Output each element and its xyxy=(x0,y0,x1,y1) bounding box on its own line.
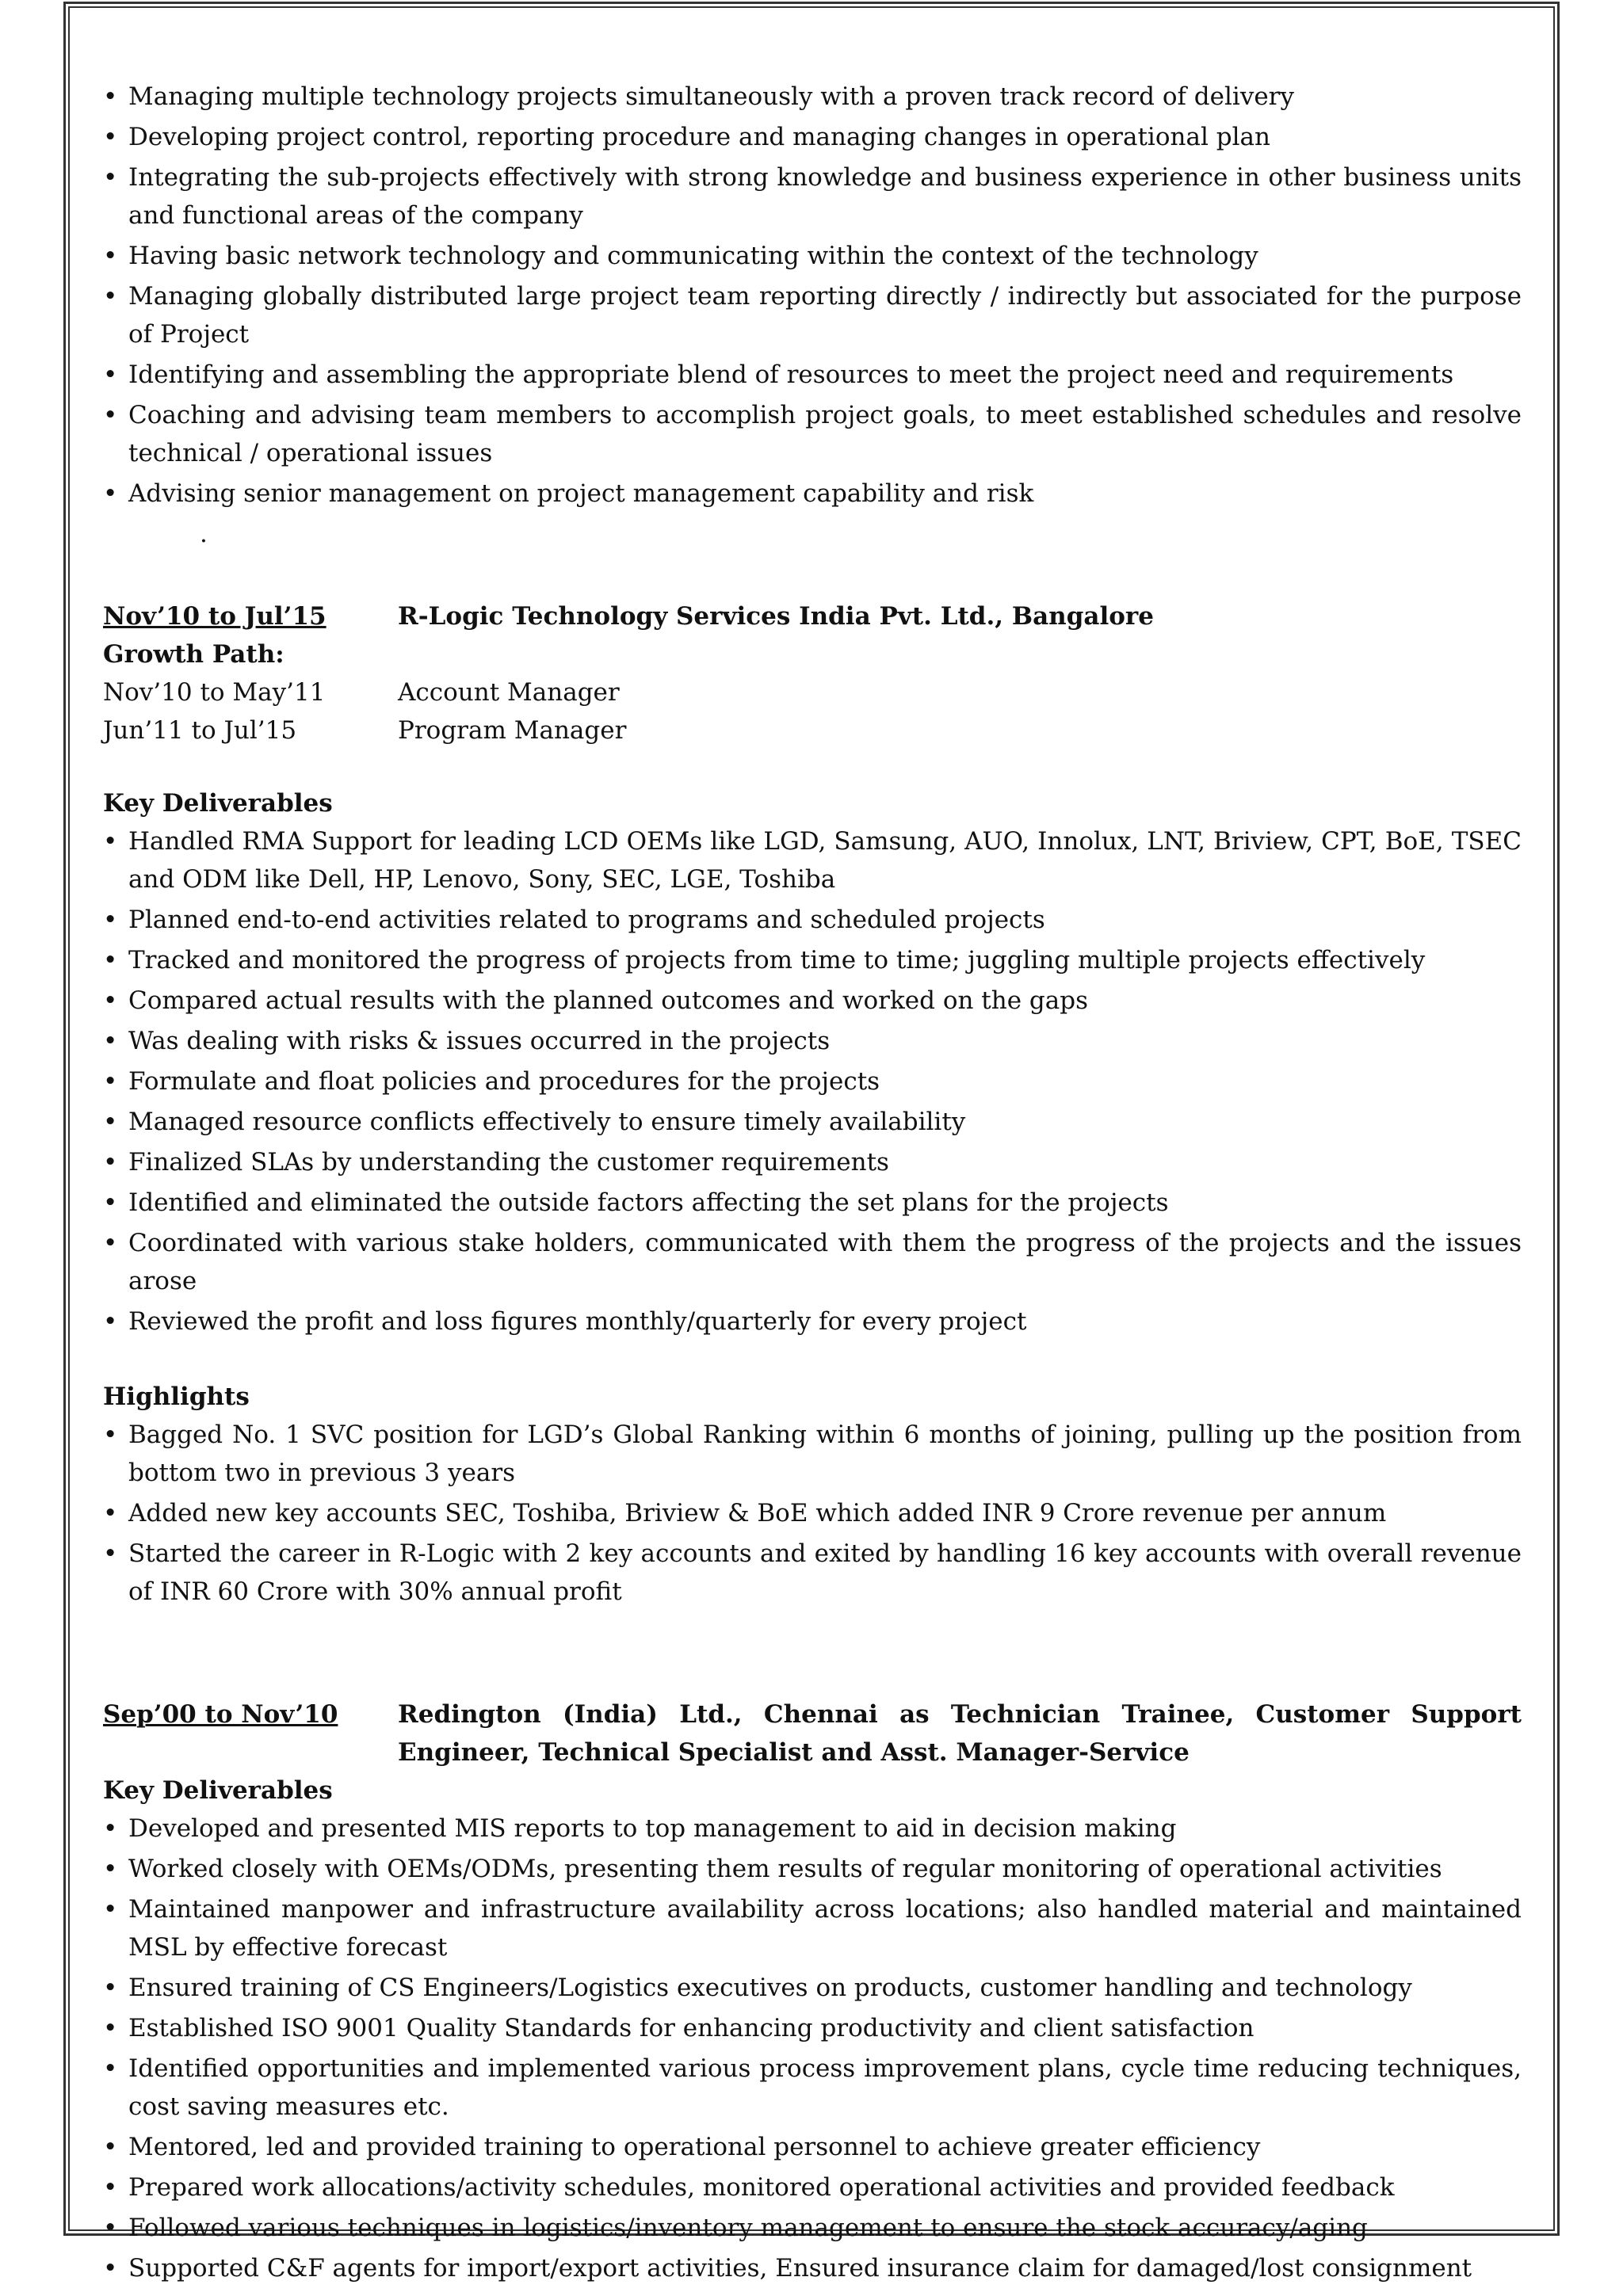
list-item: • Handled RMA Support for leading LCD OEMs like LGD, Samsung, AUO, Innolux, LNT, Briview, CPT, BoE, TSEC and ODM like Dell, HP, Lenovo, Sony, SEC, LGE, Toshiba xyxy=(103,822,1522,898)
job-dates: Sep’00 to Nov’10 xyxy=(103,1700,338,1729)
list-item: • Planned end-to-end activities related to programs and scheduled projects xyxy=(103,901,1522,939)
stray-dot: . xyxy=(200,520,208,548)
growth-period: Nov’10 to May’11 xyxy=(103,678,326,707)
list-item: • Was dealing with risks & issues occurred in the projects xyxy=(103,1022,1522,1060)
growth-path-heading: Growth Path: xyxy=(103,640,285,669)
list-item: • Bagged No. 1 SVC position for LGD’s Global Ranking within 6 months of joining, pulling up the position from bottom two in previous 3 years xyxy=(103,1416,1522,1492)
list-item: • Managing globally distributed large project team reporting directly / indirectly but associated for the purpose of Project xyxy=(103,277,1522,353)
list-item: • Established ISO 9001 Quality Standards for enhancing productivity and client satisfaction xyxy=(103,2009,1522,2047)
list-item: • Mentored, led and provided training to operational personnel to achieve greater efficiency xyxy=(103,2128,1522,2166)
list-item: • Identified and eliminated the outside factors affecting the set plans for the projects xyxy=(103,1184,1522,1222)
list-item: • Reviewed the profit and loss figures monthly/quarterly for every project xyxy=(103,1302,1522,1341)
key-deliverables-heading: Key Deliverables xyxy=(103,789,333,818)
list-item: • Coaching and advising team members to accomplish project goals, to meet established schedules and resolve technical / operational issues xyxy=(103,396,1522,472)
list-item: • Identifying and assembling the appropriate blend of resources to meet the project need and requirements xyxy=(103,356,1522,394)
job-company: Redington (India) Ltd., Chennai as Technician Trainee, Customer Support Engineer, Technical Specialist and Asst. Manager-Service xyxy=(398,1700,1522,1767)
list-item: • Integrating the sub-projects effectively with strong knowledge and business experience in other business units and functional areas of the company xyxy=(103,158,1522,235)
list-item: • Developed and presented MIS reports to top management to aid in decision making xyxy=(103,1810,1522,1848)
growth-period: Jun’11 to Jul’15 xyxy=(103,716,297,745)
job-header-rlogic xyxy=(103,597,1522,635)
job-dates: Nov’10 to Jul’15 xyxy=(103,602,327,631)
key-deliverables-heading: Key Deliverables xyxy=(103,1776,333,1805)
resume-page xyxy=(103,78,1522,2290)
list-item: • Having basic network technology and communicating within the context of the technology xyxy=(103,237,1522,275)
list-item: • Tracked and monitored the progress of projects from time to time; juggling multiple projects effectively xyxy=(103,941,1522,979)
list-item: • Managing multiple technology projects simultaneously with a proven track record of delivery xyxy=(103,78,1522,116)
growth-row xyxy=(103,711,1522,749)
highlights-heading: Highlights xyxy=(103,1383,250,1411)
intro-bullet-list xyxy=(103,78,1522,513)
list-item: • Compared actual results with the planned outcomes and worked on the gaps xyxy=(103,982,1522,1020)
list-item: • Advising senior management on project management capability and risk xyxy=(103,475,1522,513)
job-company: R-Logic Technology Services India Pvt. Ltd., Bangalore xyxy=(398,602,1154,631)
list-item: • Developing project control, reporting procedure and managing changes in operational plan xyxy=(103,118,1522,156)
redington-deliverables-list xyxy=(103,1810,1522,2287)
list-item: • Formulate and float policies and procedures for the projects xyxy=(103,1062,1522,1100)
list-item: • Identified opportunities and implemented various process improvement plans, cycle time reducing techniques, cost saving measures etc. xyxy=(103,2050,1522,2126)
list-item: • Managed resource conflicts effectively to ensure timely availability xyxy=(103,1103,1522,1141)
list-item: • Coordinated with various stake holders, communicated with them the progress of the projects and the issues arose xyxy=(103,1224,1522,1300)
list-item: • Added new key accounts SEC, Toshiba, Briview & BoE which added INR 9 Crore revenue per annum xyxy=(103,1494,1522,1532)
growth-role: Program Manager xyxy=(398,716,627,745)
list-item: • Ensured training of CS Engineers/Logistics executives on products, customer handling and technology xyxy=(103,1969,1522,2007)
list-item: • Supported C&F agents for import/export activities, Ensured insurance claim for damaged/lost consignment xyxy=(103,2249,1522,2287)
list-item: • Followed various techniques in logistics/inventory management to ensure the stock accuracy/aging xyxy=(103,2209,1522,2247)
job-header-redington xyxy=(103,1695,1522,1772)
list-item: • Maintained manpower and infrastructure availability across locations; also handled material and maintained MSL by effective forecast xyxy=(103,1890,1522,1966)
rlogic-deliverables-list xyxy=(103,822,1522,1341)
growth-role: Account Manager xyxy=(398,678,620,707)
list-item: • Finalized SLAs by understanding the customer requirements xyxy=(103,1143,1522,1181)
list-item: • Worked closely with OEMs/ODMs, presenting them results of regular monitoring of operational activities xyxy=(103,1850,1522,1888)
highlights-list xyxy=(103,1416,1522,1611)
list-item: • Prepared work allocations/activity schedules, monitored operational activities and provided feedback xyxy=(103,2168,1522,2206)
list-item: • Started the career in R-Logic with 2 key accounts and exited by handling 16 key accounts with overall revenue of INR 60 Crore with 30% annual profit xyxy=(103,1535,1522,1611)
growth-row xyxy=(103,673,1522,711)
